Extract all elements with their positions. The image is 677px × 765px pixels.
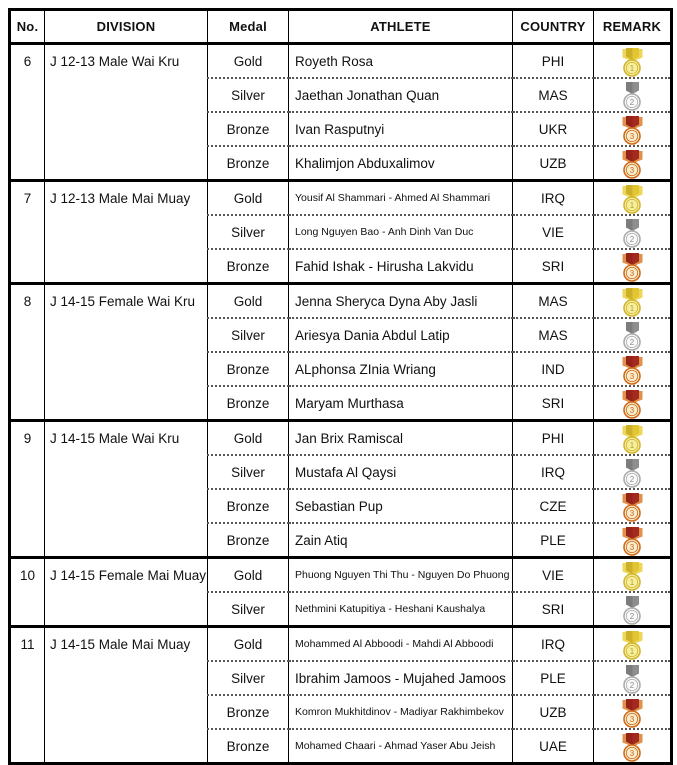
remark-medal-cell bbox=[594, 181, 672, 216]
svg-text:2: 2 bbox=[629, 474, 634, 484]
svg-text:2: 2 bbox=[629, 680, 634, 690]
country-code: UKR bbox=[513, 112, 594, 146]
bronze-medal-icon bbox=[621, 492, 644, 522]
country-code: SRI bbox=[513, 592, 594, 627]
col-header-athlete: ATHLETE bbox=[289, 10, 513, 44]
athlete-name: Yousif Al Shammari - Ahmed Al Shammari bbox=[289, 181, 513, 216]
country-code: SRI bbox=[513, 386, 594, 421]
remark-medal-cell bbox=[594, 729, 672, 764]
athlete-name: Zain Atiq bbox=[289, 523, 513, 558]
medal-type: Silver bbox=[208, 78, 289, 112]
country-code: IRQ bbox=[513, 181, 594, 216]
silver-medal-icon bbox=[621, 664, 644, 694]
table-row-group-start bbox=[10, 627, 672, 662]
gold-medal-icon bbox=[621, 47, 644, 77]
medal-type: Bronze bbox=[208, 695, 289, 729]
remark-medal-cell bbox=[594, 146, 672, 181]
col-header-remark: REMARK bbox=[594, 10, 672, 44]
col-header-no: No. bbox=[10, 10, 45, 44]
col-header-country: COUNTRY bbox=[513, 10, 594, 44]
svg-text:3: 3 bbox=[629, 542, 634, 552]
bronze-medal-icon bbox=[621, 389, 644, 419]
bronze-medal-icon bbox=[621, 355, 644, 385]
svg-text:3: 3 bbox=[629, 508, 634, 518]
medal-type: Bronze bbox=[208, 249, 289, 284]
athlete-name: Jan Brix Ramiscal bbox=[289, 421, 513, 456]
svg-text:1: 1 bbox=[629, 577, 634, 587]
athlete-name: Mohammed Al Abboodi - Mahdi Al Abboodi bbox=[289, 627, 513, 662]
table-row-group-start bbox=[10, 181, 672, 216]
svg-text:3: 3 bbox=[629, 268, 634, 278]
remark-medal-cell bbox=[594, 661, 672, 695]
country-code: PLE bbox=[513, 523, 594, 558]
country-code: IRQ bbox=[513, 627, 594, 662]
medal-type: Gold bbox=[208, 558, 289, 593]
medal-type: Bronze bbox=[208, 146, 289, 181]
gold-medal-icon bbox=[621, 184, 644, 214]
country-code: PHI bbox=[513, 44, 594, 79]
svg-text:1: 1 bbox=[629, 646, 634, 656]
division-name: J 14-15 Male Mai Muay bbox=[45, 627, 208, 764]
athlete-name: Komron Mukhitdinov - Madiyar Rakhimbekov bbox=[289, 695, 513, 729]
gold-medal-icon bbox=[621, 424, 644, 454]
remark-medal-cell bbox=[594, 112, 672, 146]
athlete-name: Mohamed Chaari - Ahmad Yaser Abu Jeish bbox=[289, 729, 513, 764]
svg-text:3: 3 bbox=[629, 714, 634, 724]
remark-medal-cell bbox=[594, 249, 672, 284]
medal-type: Gold bbox=[208, 627, 289, 662]
division-name: J 12-13 Male Mai Muay bbox=[45, 181, 208, 284]
medal-type: Gold bbox=[208, 284, 289, 319]
medal-type: Bronze bbox=[208, 729, 289, 764]
col-header-division: DIVISION bbox=[45, 10, 208, 44]
remark-medal-cell bbox=[594, 78, 672, 112]
svg-text:3: 3 bbox=[629, 371, 634, 381]
bronze-medal-icon bbox=[621, 252, 644, 282]
country-code: MAS bbox=[513, 284, 594, 319]
remark-medal-cell bbox=[594, 352, 672, 386]
division-number: 8 bbox=[10, 284, 45, 421]
medal-type: Silver bbox=[208, 455, 289, 489]
medal-results-table bbox=[8, 8, 673, 765]
medal-type: Bronze bbox=[208, 352, 289, 386]
gold-medal-icon bbox=[621, 630, 644, 660]
division-name: J 14-15 Female Mai Muay bbox=[45, 558, 208, 627]
country-code: SRI bbox=[513, 249, 594, 284]
results-body bbox=[10, 44, 672, 764]
athlete-name: Jenna Sheryca Dyna Aby Jasli bbox=[289, 284, 513, 319]
athlete-name: Mustafa Al Qaysi bbox=[289, 455, 513, 489]
country-code: MAS bbox=[513, 78, 594, 112]
table-row-group-start bbox=[10, 44, 672, 79]
col-header-medal: Medal bbox=[208, 10, 289, 44]
country-code: CZE bbox=[513, 489, 594, 523]
bronze-medal-icon bbox=[621, 732, 644, 762]
athlete-name: Royeth Rosa bbox=[289, 44, 513, 79]
svg-text:2: 2 bbox=[629, 234, 634, 244]
athlete-name: Ariesya Dania Abdul Latip bbox=[289, 318, 513, 352]
silver-medal-icon bbox=[621, 458, 644, 488]
medal-type: Silver bbox=[208, 592, 289, 627]
svg-text:3: 3 bbox=[629, 165, 634, 175]
country-code: UAE bbox=[513, 729, 594, 764]
athlete-name: Khalimjon Abduxalimov bbox=[289, 146, 513, 181]
silver-medal-icon bbox=[621, 81, 644, 111]
division-number: 7 bbox=[10, 181, 45, 284]
remark-medal-cell bbox=[594, 523, 672, 558]
svg-text:3: 3 bbox=[629, 748, 634, 758]
athlete-name: Nethmini Katupitiya - Heshani Kaushalya bbox=[289, 592, 513, 627]
remark-medal-cell bbox=[594, 627, 672, 662]
remark-medal-cell bbox=[594, 421, 672, 456]
remark-medal-cell bbox=[594, 558, 672, 593]
svg-text:3: 3 bbox=[629, 405, 634, 415]
country-code: UZB bbox=[513, 695, 594, 729]
medal-type: Bronze bbox=[208, 112, 289, 146]
country-code: IND bbox=[513, 352, 594, 386]
division-number: 10 bbox=[10, 558, 45, 627]
division-name: J 14-15 Female Wai Kru bbox=[45, 284, 208, 421]
medal-type: Silver bbox=[208, 661, 289, 695]
medal-type: Gold bbox=[208, 44, 289, 79]
athlete-name: Maryam Murthasa bbox=[289, 386, 513, 421]
remark-medal-cell bbox=[594, 489, 672, 523]
svg-text:1: 1 bbox=[629, 440, 634, 450]
division-number: 9 bbox=[10, 421, 45, 558]
remark-medal-cell bbox=[594, 318, 672, 352]
athlete-name: Sebastian Pup bbox=[289, 489, 513, 523]
table-row-group-start bbox=[10, 284, 672, 319]
silver-medal-icon bbox=[621, 321, 644, 351]
country-code: UZB bbox=[513, 146, 594, 181]
country-code: VIE bbox=[513, 215, 594, 249]
medal-type: Gold bbox=[208, 181, 289, 216]
athlete-name: Ibrahim Jamoos - Mujahed Jamoos bbox=[289, 661, 513, 695]
table-row-group-start bbox=[10, 421, 672, 456]
athlete-name: Jaethan Jonathan Quan bbox=[289, 78, 513, 112]
svg-text:1: 1 bbox=[629, 200, 634, 210]
athlete-name: ALphonsa ZInia Wriang bbox=[289, 352, 513, 386]
country-code: IRQ bbox=[513, 455, 594, 489]
bronze-medal-icon bbox=[621, 698, 644, 728]
athlete-name: Long Nguyen Bao - Anh Dinh Van Duc bbox=[289, 215, 513, 249]
division-number: 6 bbox=[10, 44, 45, 181]
silver-medal-icon bbox=[621, 218, 644, 248]
bronze-medal-icon bbox=[621, 526, 644, 556]
division-name: J 14-15 Male Wai Kru bbox=[45, 421, 208, 558]
medal-type: Gold bbox=[208, 421, 289, 456]
silver-medal-icon bbox=[621, 595, 644, 625]
country-code: PHI bbox=[513, 421, 594, 456]
country-code: PLE bbox=[513, 661, 594, 695]
svg-text:2: 2 bbox=[629, 97, 634, 107]
svg-text:2: 2 bbox=[629, 611, 634, 621]
remark-medal-cell bbox=[594, 695, 672, 729]
remark-medal-cell bbox=[594, 44, 672, 79]
athlete-name: Phuong Nguyen Thi Thu - Nguyen Do Phuong bbox=[289, 558, 513, 593]
medal-type: Bronze bbox=[208, 489, 289, 523]
country-code: VIE bbox=[513, 558, 594, 593]
table-row-group-start bbox=[10, 558, 672, 593]
medal-type: Bronze bbox=[208, 386, 289, 421]
svg-text:2: 2 bbox=[629, 337, 634, 347]
division-name: J 12-13 Male Wai Kru bbox=[45, 44, 208, 181]
remark-medal-cell bbox=[594, 386, 672, 421]
bronze-medal-icon bbox=[621, 149, 644, 179]
medal-type: Bronze bbox=[208, 523, 289, 558]
bronze-medal-icon bbox=[621, 115, 644, 145]
athlete-name: Ivan Rasputnyi bbox=[289, 112, 513, 146]
svg-text:1: 1 bbox=[629, 63, 634, 73]
remark-medal-cell bbox=[594, 455, 672, 489]
remark-medal-cell bbox=[594, 592, 672, 627]
country-code: MAS bbox=[513, 318, 594, 352]
medal-type: Silver bbox=[208, 318, 289, 352]
svg-text:1: 1 bbox=[629, 303, 634, 313]
athlete-name: Fahid Ishak - Hirusha Lakvidu bbox=[289, 249, 513, 284]
gold-medal-icon bbox=[621, 287, 644, 317]
remark-medal-cell bbox=[594, 284, 672, 319]
header-row bbox=[10, 10, 672, 44]
division-number: 11 bbox=[10, 627, 45, 764]
medal-type: Silver bbox=[208, 215, 289, 249]
remark-medal-cell bbox=[594, 215, 672, 249]
svg-text:3: 3 bbox=[629, 131, 634, 141]
gold-medal-icon bbox=[621, 561, 644, 591]
